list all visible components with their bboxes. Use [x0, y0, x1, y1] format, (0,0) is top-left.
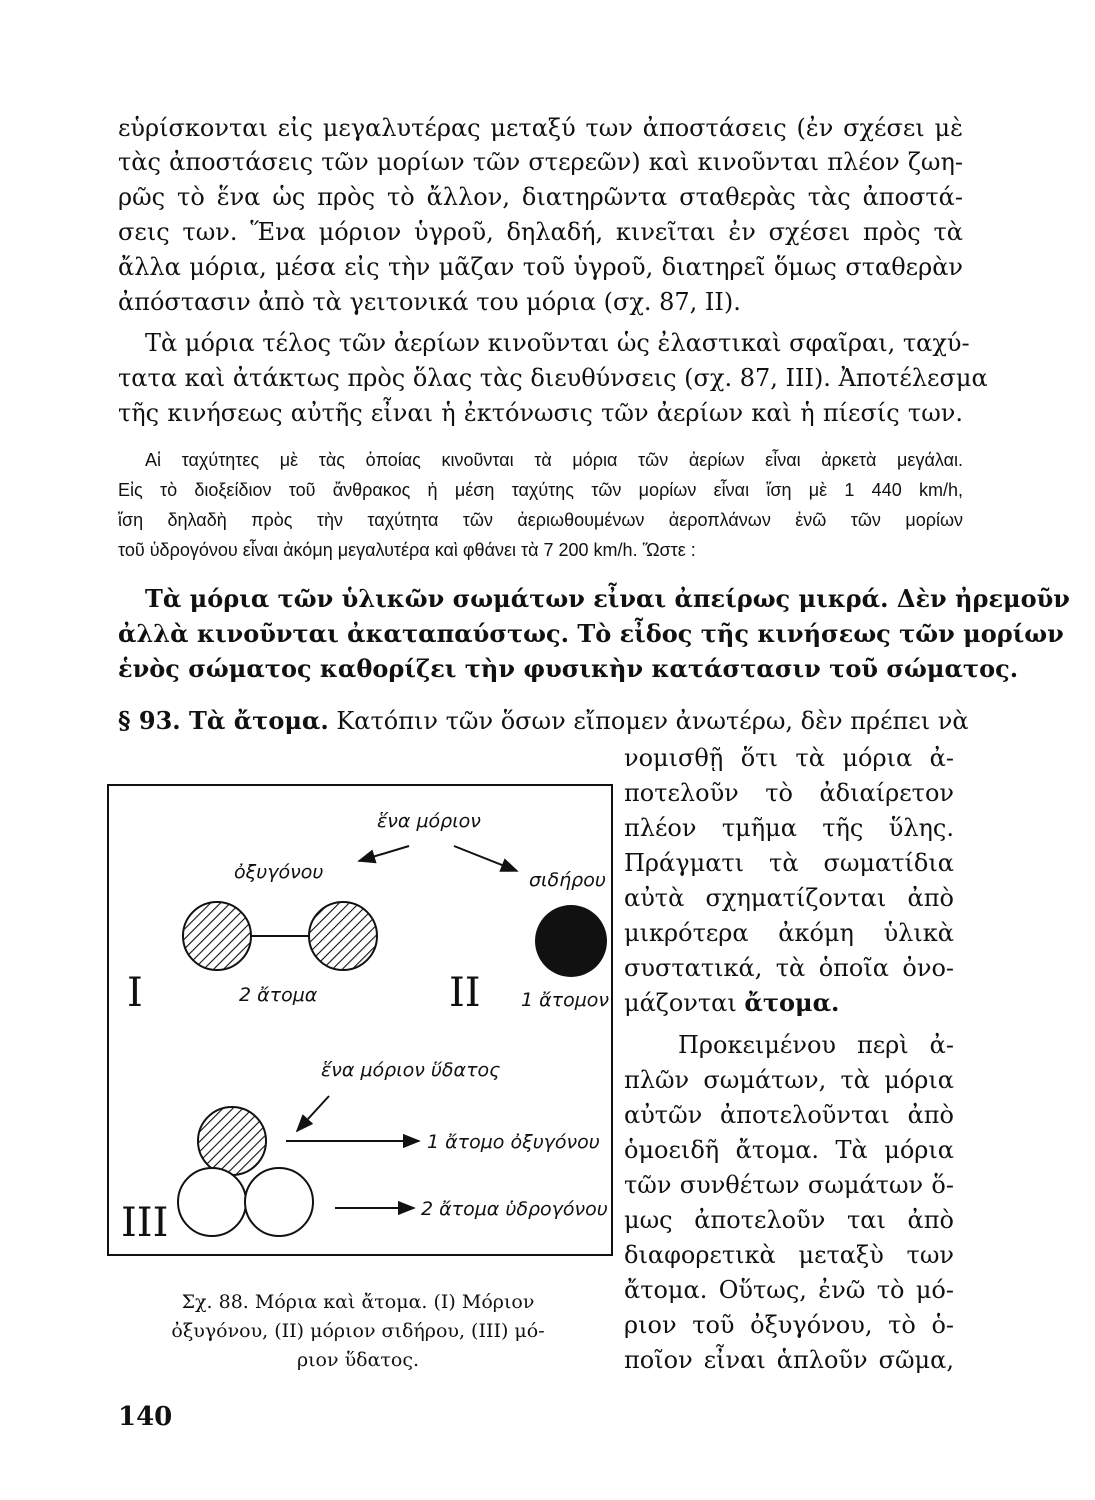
- hydrogen-atom-left: [178, 1168, 246, 1236]
- body-line: ἀπόστασιν ἀπὸ τὰ γειτονικά του μόρια (σχ. 87, II).: [118, 288, 741, 316]
- figure-caption-line: Σχ. 88. Μόρια καὶ ἄτομα. (Ι) Μόριον: [181, 1291, 535, 1313]
- column-line: ριον τοῦ ὀξυγόνου, τὸ ὁ-: [624, 1311, 954, 1339]
- arrow-to-oxygen: [359, 846, 409, 861]
- summary-line: Τὰ μόρια τῶν ὑλικῶν σωμάτων εἶναι ἀπείρως μικρά. Δὲν ἠρεμοῦν: [145, 584, 1070, 613]
- arrow-to-iron: [454, 846, 517, 871]
- section-heading-line: [118, 704, 969, 738]
- body-line: τὰς ἀποστάσεις τῶν μορίων τῶν στερεῶν) καὶ κινοῦνται πλέον ζωη-: [118, 148, 963, 176]
- column-line: Προκειμένου περὶ ἀ-: [678, 1031, 954, 1059]
- column-line: ἄτομα. Οὕτως, ἐνῶ τὸ μό-: [624, 1276, 954, 1304]
- column-line: Πράγματι τὰ σωματίδια: [624, 849, 954, 877]
- body-line: εὑρίσκονται εἰς μεγαλυτέρας μεταξύ των ἀποστάσεις (ἐν σχέσει μὲ: [118, 114, 963, 142]
- label-one-molecule: ἕνα μόριον: [377, 810, 481, 832]
- label-water-molecule: ἕνα μόριον ὕδατος: [321, 1059, 501, 1081]
- body-line: ρῶς τὸ ἕνα ὡς πρὸς τὸ ἄλλον, διατηρῶντα σταθερὰς τὰς ἀποστά-: [118, 183, 963, 211]
- body-line: τῆς κινήσεως αὐτῆς εἶναι ἡ ἐκτόνωσις τῶν ἀερίων καὶ ἡ πίεσίς των.: [118, 399, 963, 427]
- column-line: ὁμοειδῆ ἄτομα. Τὰ μόρια: [624, 1136, 954, 1164]
- column-line: ποτελοῦν τὸ ἀδιαίρετον: [624, 779, 954, 807]
- page-number: 140: [118, 1402, 173, 1432]
- column-line: νομισθῇ ὅτι τὰ μόρια ἀ-: [624, 744, 954, 772]
- hydrogen-atom-right: [245, 1168, 313, 1236]
- figure-molecules-atoms: [107, 784, 613, 1256]
- column-line-text: μάζονται: [624, 989, 737, 1017]
- note-line: ἴση δηλαδὴ πρὸς τὴν ταχύτητα τῶν ἀεριωθουμένων ἀεροπλάνων ἐνῶ τῶν μορίων: [118, 510, 963, 530]
- column-line: συστατικά, τὰ ὁποῖα ὀνο-: [624, 954, 954, 982]
- figure-caption-line: ριον ὕδατος.: [296, 1349, 420, 1371]
- oxygen-atom-right: [309, 902, 377, 970]
- column-line: αὐτὰ σχηματίζονται ἀπὸ: [624, 884, 954, 912]
- keyword-atoma: ἄτομα.: [744, 988, 840, 1017]
- label-two-atoms: 2 ἄτομα: [239, 984, 318, 1006]
- figure-caption-line: ὀξυγόνου, (ΙΙ) μόριον σιδήρου, (ΙΙΙ) μό-: [171, 1320, 545, 1342]
- column-line: πλῶν σωμάτων, τὰ μόρια: [624, 1066, 954, 1094]
- column-line: τῶν συνθέτων σωμάτων ὅ-: [624, 1171, 954, 1199]
- label-two-hydrogen-atoms: 2 ἄτομα ὑδρογόνου: [421, 1198, 608, 1220]
- summary-line: ἑνὸς σώματος καθορίζει τὴν φυσικὴν κατάστασιν τοῦ σώματος.: [118, 654, 1019, 683]
- column-line: [624, 986, 954, 1020]
- column-line: διαφορετικὰ μεταξὺ των: [624, 1241, 954, 1269]
- iron-atom: [535, 905, 607, 977]
- column-line: μως ἀποτελοῦν ται ἀπὸ: [624, 1206, 954, 1234]
- section-heading: § 93. Τὰ ἄτομα.: [118, 706, 329, 735]
- summary-line: ἀλλὰ κινοῦνται ἀκαταπαύστως. Τὸ εἶδος τῆς κινήσεως τῶν μορίων: [118, 619, 1064, 648]
- column-line: πλέον τμῆμα τῆς ὕλης.: [624, 814, 954, 842]
- note-line: τοῦ ὑδρογόνου εἶναι ἀκόμη μεγαλυτέρα καὶ φθάνει τὰ 7 200 km/h. Ὥστε :: [118, 540, 696, 560]
- label-iron: σιδήρου: [529, 869, 606, 891]
- column-line: ποῖον εἶναι ἁπλοῦν σῶμα,: [624, 1346, 954, 1374]
- column-line: αὐτῶν ἀποτελοῦνται ἀπὸ: [624, 1101, 954, 1129]
- label-one-oxygen-atom: 1 ἄτομο ὀξυγόνου: [427, 1131, 600, 1153]
- arrow-to-water: [297, 1096, 329, 1131]
- note-line: Εἰς τὸ διοξείδιον τοῦ ἄνθρακος ἡ μέση ταχύτης τῶν μορίων εἶναι ἴση μὲ 1 440 km/h,: [118, 480, 963, 500]
- body-line: Τὰ μόρια τέλος τῶν ἀερίων κινοῦνται ὡς ἐλαστικαὶ σφαῖραι, ταχύ-: [145, 329, 970, 357]
- oxygen-atom-left: [183, 902, 251, 970]
- body-line: ἄλλα μόρια, μέσα εἰς τὴν μᾶζαν τοῦ ὑγροῦ, διατηρεῖ ὅμως σταθερὰν: [118, 253, 963, 281]
- numeral-two: II: [449, 970, 481, 1016]
- label-oxygen: ὀξυγόνου: [234, 861, 324, 883]
- section-first-line: Κατόπιν τῶν ὅσων εἴπομεν ἀνωτέρω, δὲν πρέπει νὰ: [336, 707, 969, 735]
- body-line: σεις των. Ἕνα μόριον ὑγροῦ, δηλαδή, κινεῖται ἐν σχέσει πρὸς τὰ: [118, 218, 963, 246]
- note-line: Αἱ ταχύτητες μὲ τὰς ὁποίας κινοῦνται τὰ μόρια τῶν ἀερίων εἶναι ἀρκετὰ μεγάλαι.: [145, 450, 963, 470]
- numeral-three: III: [121, 1200, 169, 1246]
- label-one-atom: 1 ἄτομον: [521, 989, 610, 1011]
- water-oxygen-atom: [198, 1107, 266, 1175]
- body-line: τατα καὶ ἀτάκτως πρὸς ὅλας τὰς διευθύνσεις (σχ. 87, III). Ἀποτέλεσμα: [118, 364, 988, 392]
- column-line: μικρότερα ἀκόμη ὑλικὰ: [624, 919, 954, 947]
- numeral-one: I: [127, 970, 143, 1016]
- figure-diagram: [109, 786, 615, 1258]
